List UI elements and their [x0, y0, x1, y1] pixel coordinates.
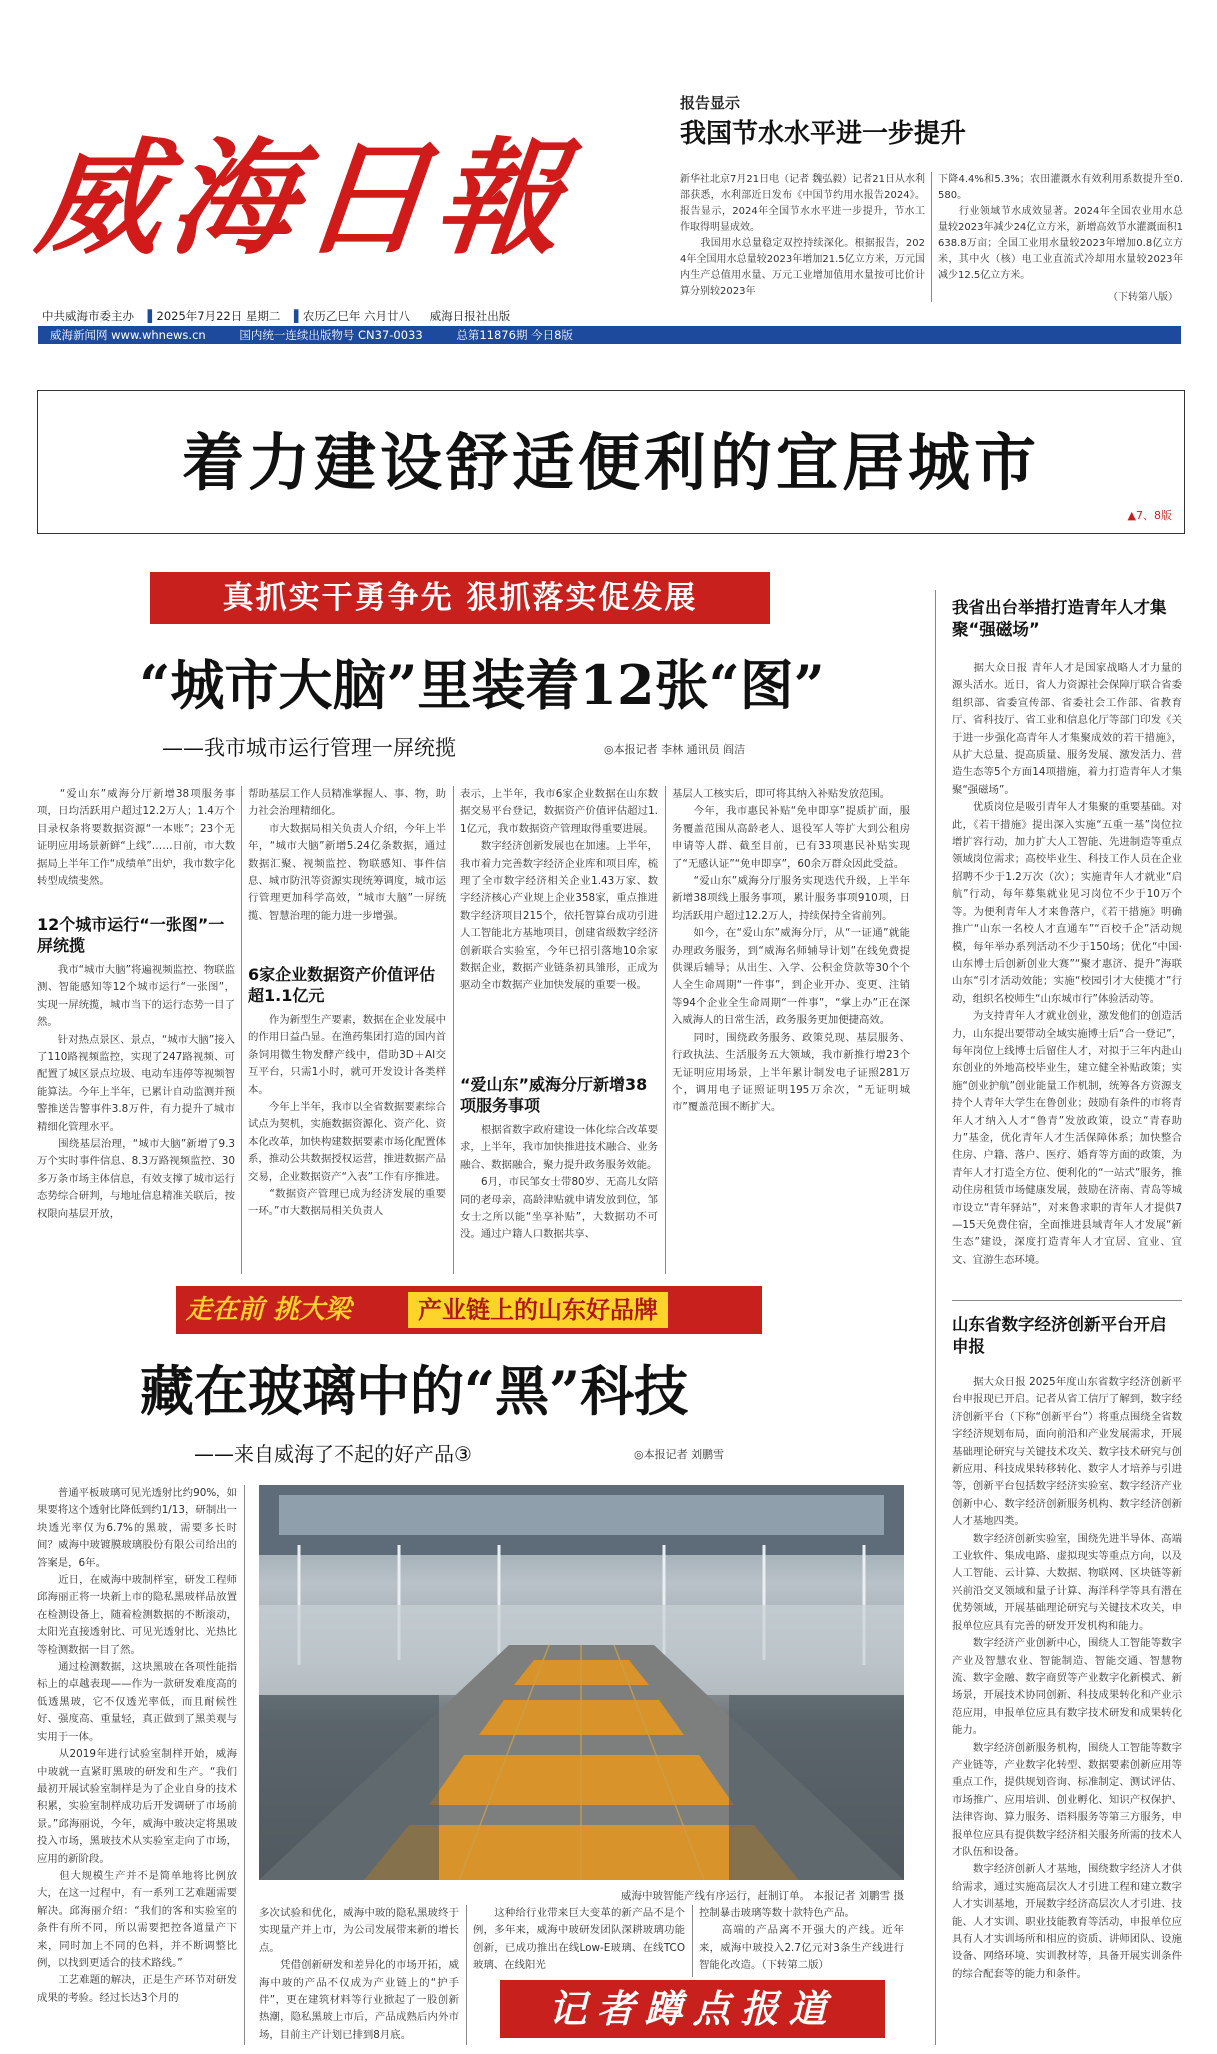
- s1-subhead-3: “爱山东”威海分厅新增38项服务事项: [460, 1075, 648, 1115]
- s1-col3a: 表示，上半年，我市6家企业数据在山东数据交易平台登记，数据资产价值评估超过1.1亿元，我市数据资产管理取得重要进展。 数字经济创新发展也在加速。上半年，我市着力完善数字经济企业库和项目库，梳理了全市数字经济相关企业1.43万家、数字经济核心产业规上企业358家，重点推进数字经济项目215个，依托智算台成功引进人工智能北方基地项目，创建省级数字经济创新联合实验室，今年已招引落地10余家数据企业，数据产业链条初具雏形，正成为驱动全市数据产业加快发展的重要一极。: [460, 788, 658, 992]
- top-story-title[interactable]: 我国节水水平进一步提升: [680, 119, 967, 149]
- right-article2-body: 据大众日报 2025年度山东省数字经济创新平台申报现已开启。记者从省工信厅了解到，数字经济创新平台（下称“创新平台”）将重点围绕全省数字经济规划布局，面向前沿和产业发展需求，开展基础理论研究与关键技术攻关、数字技术研究与创新应用、科技成果转移转化、数字人才培养与引进等，创新平台包括数字经济实验室、数字经济产业创新中心、数字经济创新服务机构、数字经济创新人才基地四类。 数字经济创新实验室，围绕先进半导体、高端工业软件、集成电路、虚拟现实等重点方向，以及人工智能、云计算、大数据、物联网、区块链等新兴前沿交叉领域和量子计算、海洋科学等具有潜在优势领域，开展基础理论研究与关键技术攻关，申报单位应具有完善的研发开发机构和能力。 数字经济产业创新中心，围绕人工智能等数字产业及智慧农业、智能制造、智能交通、智慧物流、数字金融、数字商贸等产业数字化新模式、新场景，开展技术协同创新、科技成果转化和产业示范应用，申报单位应具有数字技术研发和成果转化能力。 数字经济创新服务机构，围绕人工智能等数字产业链等，产业数字化转型、数据要素创新应用等重点工作，提供规划咨询、标准制定、测试评估、市场推广、应用培训、创业孵化、知识产权保护、法律咨询、算力服务、语料服务等第三方服务，申报单位应具有提供数字经济相关服务所需的技术人才队伍和设备。 数字经济创新人才基地，围绕数字经济人才供给需求，通过实施高层次人才引进工程和建立数字人才实训基地，开展数字经济高层次人才引进、技能、人才实训、职业技能教育等活动，申报单位应具有人才实训场所和相应的资质、讲师团队、设施设备、网络环境、实训教材等，具备开展实训条件的综合配套等的能力和条件。: [952, 1376, 1182, 1980]
- reporter-stamp: 记者蹲点报道: [500, 1980, 885, 2038]
- section1-title[interactable]: “城市大脑”里装着12张“图”: [139, 653, 825, 717]
- top-story-col1: 新华社北京7月21日电（记者 魏弘毅）记者21日从水利部获悉，水利部近日发布《中国节约用水报告2024》。报告显示，2024年全国节水水平进一步提升，节水工作取得明显成效。 我国用水总量稳定双控持续深化。根据报告，2024年全国用水总量较2023年增加21.5亿立方米，万元国内生产总值用水量、万元工业增加值用水量按可比价计算分别较2023年: [680, 174, 925, 297]
- s2-col2: 多次试验和优化，威海中玻的隐私黑玻终于实现量产并上市，为公司发展带来新的增长点。 凭借创新研发和差异化的市场开拓，威海中玻的产品不仅成为产业链上的“护手伴”，更在建筑材料等行业掀起了一股创新热潮，隐私黑玻上市后，产品成熟后内外市场，目前主产计划已排到8月底。: [259, 1907, 459, 2041]
- s1-col2b: 作为新型生产要素，数据在企业发展中的作用日益凸显。在渔药集团打造的国内首条饲用微生物发酵产线中，借助3D＋AI交互平台，只需1小时，就可开发设计各类样本。 今年上半年，我市以全省数据要素综合试点为契机，实施数据资源化、资产化、资本化改革，加快构建数据要素市场化配置体系，推动公共数据授权运营，推进数据产品交易，企业数据资产“入表”工作有序推进。 “数据资产管理已成为经济发展的重要一环。”市大数据局相关负责人: [248, 1014, 446, 1218]
- top-story: [680, 92, 1183, 306]
- publisher-text: 威海日报社出版: [429, 309, 511, 323]
- lunar-date-text: 农历乙巳年 六月廿八: [302, 309, 411, 323]
- right-article1-title[interactable]: 我省出台举措打造青年人才集聚“强磁场”: [952, 598, 1167, 639]
- right-column-divider: [935, 590, 936, 2045]
- right-article2-title[interactable]: 山东省数字经济创新平台开启申报: [952, 1315, 1167, 1356]
- masthead-info: 中共威海市委主办 ▌2025年7月22日 星期二 ▌农历乙巳年 六月廿八 威海日报社出版: [42, 309, 511, 323]
- right-article1-body: 据大众日报 青年人才是国家战略人才力量的源头活水。近日，省人力资源社会保障厅联合省委组织部、省委宣传部、省委社会工作部、省教育厅、省科技厅、省工业和信息化厅等部门印发《关于进一步强化高青年人才集聚成效的若干措施》，从扩大总量、提高质量、服务发展、激发活力、营造生态等5个方面14项措施，着力打造青年人才集聚“强磁场”。 优质岗位是吸引青年人才集聚的重要基础。对此，《若干措施》提出深入实施“五重一基”岗位拉增扩容行动，加力扩大人工智能、先进制造等重点领域岗位需求；高校毕业生、科技工作人员在企业招聘不少于1.2万次（次）；实施青年人才就业“启航”行动，每年募集就业见习岗位不少于10万个等。为便利青年人才来鲁落户，《若干措施》明确推广“山东一名校人才直通车”“百校千企”活动规模，每年举办系列活动不少于150场；优化“中国·山东博士后创新创业大赛”“聚才惠济、提升”海联山东“引才活动效能；实施“校园引才大使揽才”行动，组织名校师生“山东城市行”体验活动等。 为支持青年人才就业创业，激发他们的创造活力，山东提出要带动全域实施博士后“合一登记”，每年岗位上线博士后留住人才，对拟于三年内赴山东创业的外地高校毕业生，建立健全补贴政策；实施“创业护航”创业能量工作机制，统筹各方资源支持个人青年大学生在鲁创业；鼓励有条件的市将青年人才纳入人才“鲁青”发放政策，设立“青春助力”基金，优化青年人才生活保障体系；加快整合住房、户籍、落户、医疗、婚育等方面的政策，为青年人才打造全方位、便利化的“一站式”服务，推动住房租赁市场健康发展，鼓励在济南、青岛等城市设立“青年驿站”，对来鲁求职的青年人才提供7—15天免费住宿，全面推进县域青年人才发展“新生态”建设，深度打造青年人才宜居、宜业、宜文、宜游生态环境。: [952, 662, 1182, 1266]
- photo-caption: 威海中玻智能产线有序运行，赶制订单。 本报记者 刘鹏雪 摄: [620, 1890, 904, 1902]
- issue-number: 总第11876期 今日8版: [456, 328, 573, 342]
- top-story-kicker: 报告显示: [680, 94, 741, 112]
- factory-photo: [259, 1485, 904, 1880]
- section2-title[interactable]: 藏在玻璃中的“黑”科技: [140, 1359, 689, 1423]
- right-divider: [952, 1300, 1182, 1301]
- website-link[interactable]: 威海新闻网 www.whnews.cn: [50, 328, 206, 342]
- s1-col4: 基层人工核实后，即可将其纳入补贴发放范围。 今年，我市惠民补贴“免申即享”提质扩面，服务覆盖范围从高龄老人、退役军人等扩大到公租房申请等人群、截至目前，已有33项惠民补贴实现了“无感认证”“免申即享”，60余万群众因此受益。 “爱山东”威海分厅服务实现迭代升级，上半年新增38项线上服务事项，累计服务事项910项，日均活跃用户超过12.2万人，持续保持全省前列。 如今，在“爱山东”威海分厅，从“一证通”就能办理政务服务，到“威海名师辅导计划”在线免费提供课后辅导；从出生、入学、公积金贷款等30个个人全生命周期“一件事”，到企业开办、变更、注销等94个企业全生命周期“一件事”，“掌上办”正在深入威海人的日常生活，政务服务更加便捷高效。 同时，围绕政务服务、政策兑现、基层服务、行政执法、生活服务五大领域，我市新推行增23个无证明应用场景，上半年累计制发电子证照281万个，调用电子证照证明195万余次，“无证明城市”覆盖范围不断扩大。: [672, 788, 910, 1114]
- headline-jump[interactable]: ▲7、8版: [1127, 509, 1172, 522]
- s2-col3: 这种给行业带来巨大变革的新产品不是个例，多年来，威海中玻研发团队深耕玻璃功能创新，已成功推出在线Low-E玻璃、在线TCO玻璃、在线阳光: [473, 1907, 685, 1972]
- cn-number: 国内统一连续出版物号 CN37-0033: [239, 328, 423, 342]
- headline-title[interactable]: 着力建设舒适便利的宜居城市: [181, 426, 1040, 499]
- section2-byline: ◎本报记者 刘鹏雪: [634, 1448, 725, 1461]
- column-divider: [453, 786, 454, 1274]
- column-divider: [692, 1905, 693, 1977]
- sponsor-text: 中共威海市委主办: [42, 309, 134, 323]
- headline-frame: [37, 390, 1185, 534]
- column-divider: [466, 1905, 467, 2045]
- s1-col1b: 我市“城市大脑”将遍视频监控、物联监测、智能感知等12个城市运行“一张图”，实现一屏统揽，城市当下的运行态势一目了然。 针对热点景区、景点，“城市大脑”接入了110路视频监控，实现了247路视频、可配置了城区景点垃圾、电动车违停等视频智能算法。今年上半年，已累计自动监测并预警推送告警事件3.8万件，有力提升了城市精细化管理水平。 围绕基层治理，“城市大脑”新增了9.3万个实时事件信息、8.3万路视频监控、30多万条市场主体信息，有效支撑了城市运行态势综合研判，与地址信息精准关联后，按权限向基层开放，: [37, 964, 235, 1220]
- s2-col1: 普通平板玻璃可见光透射比约90%，如果要将这个透射比降低到约1/13，研制出一块透光率仅为6.7%的黑玻，需要多长时间？威海中玻镀膜玻璃股份有限公司给出的答案是，6年。 近日，在威海中玻制样室，研发工程师邱海丽正将一块新上市的隐私黑玻样品放置在检测设备上，随着检测数据的不断滚动，太阳光直接透射比、可见光透射比、光热比等检测数据一目了然。 通过检测数据，这块黑玻在各项性能指标上的卓越表现——作为一款研发难度高的低透黑玻，它不仅透光率低，而且耐候性好、强度高、重量轻，真正做到了黑美观与实用于一体。 从2019年进行试验室制样开始，威海中玻就一直紧盯黑玻的研发和生产。“我们最初开展试验室制样是为了企业自身的技术积累，实验室制样成功后开发调研了市场前景。”邱海丽说，今年，威海中玻决定将黑玻投入市场，黑玻技术从实验室走向了市场，应用的新阶段。 但大规模生产并不是简单地将比例放大，在这一过程中，有一系列工艺难题需要解决。邱海丽介绍：“我们的客和实验室的条件有所不同，所以需要把控各道量产下来，同时加上不同的色料，并不断调整比例，以找到更适合的技术路线。” 工艺难题的解决，正是生产环节对研发成果的考验。经过长达3个月的: [37, 1487, 237, 2004]
- column-divider: [665, 786, 666, 1274]
- factory-photo-svg: [259, 1485, 904, 1880]
- date-text: 2025年7月22日 星期二: [156, 309, 281, 323]
- section2-banner-left: 走在前 挑大梁: [186, 1295, 352, 1325]
- section2-banner: [176, 1286, 762, 1334]
- section2-subtitle: ——来自威海了不起的好产品③: [194, 1442, 472, 1466]
- s1-col1a: “爱山东”威海分厅新增38项服务事项，日均活跃用户超过12.2万人；1.4万个目录权条将要数据资源“一本账”；23个无证明应用场景新鲜“上线”……日前，市大数据局上半年工作“成绩单”出炉，我市数字化转型成绩斐然。: [37, 788, 235, 888]
- masthead-bluebar: [38, 326, 1181, 344]
- section1-subtitle: ——我市城市运行管理一屏统揽: [162, 736, 456, 760]
- top-story-col2: 下降4.4%和5.3%；农田灌溉水有效利用系数提升至0.580。 行业领域节水成效显著。2024年全国农业用水总量较2023年减少24亿立方米，新增高效节水灌溉面积1638.8万亩；全国工业用水量较2023年增加0.8亿立方米，其中火（核）电工业直流式冷却用水量较2023年减少12.5亿立方米。: [938, 174, 1183, 281]
- column-divider: [931, 172, 932, 302]
- section2-banner-right: 产业链上的山东好品牌: [408, 1292, 668, 1328]
- s1-col2a: 帮助基层工作人员精准掌握人、事、物，助力社会治理精细化。 市大数据局相关负责人介绍，今年上半年，“城市大脑”新增5.24亿条数据，通过数据汇聚、视频监控、物联感知、事件信息、城市防汛等资源实现统筹调度，城市运行管理更加科学高效，“城市大脑”一屏统揽、智慧治理的能力进一步增强。: [248, 788, 446, 922]
- s1-col3b: 根据省数字政府建设一体化综合改革要求，上半年，我市加快推进技术融合、业务融合、数据融合，聚力提升政务服务效能。 6月，市民邹女士带80岁、无高儿女陪同的老母亲，高龄津贴就申请发放到位，邹女士之所以能“坐享补贴”，大数据功不可没。通过户籍人口数据共享、: [460, 1124, 658, 1241]
- top-story-jump: （下转第八版）: [1108, 292, 1178, 303]
- s2-col4: 控制暴击玻璃等数十款特色产品。 高端的产品离不开强大的产线。近年来，威海中玻投入2.7亿元对3条生产线进行智能化改造。（下转第二版）: [699, 1907, 904, 1972]
- s1-subhead-1: 12个城市运行“一张图”一屏统揽: [37, 915, 225, 955]
- column-divider: [244, 1485, 245, 2045]
- section1-byline: ◎本报记者 李林 通讯员 阎洁: [604, 743, 746, 756]
- s1-subhead-2: 6家企业数据资产价值评估超1.1亿元: [248, 965, 436, 1005]
- section1-banner: 真抓实干勇争先 狠抓落实促发展: [150, 572, 770, 624]
- column-divider: [241, 786, 242, 1274]
- masthead-logo: 威海日報: [30, 126, 578, 272]
